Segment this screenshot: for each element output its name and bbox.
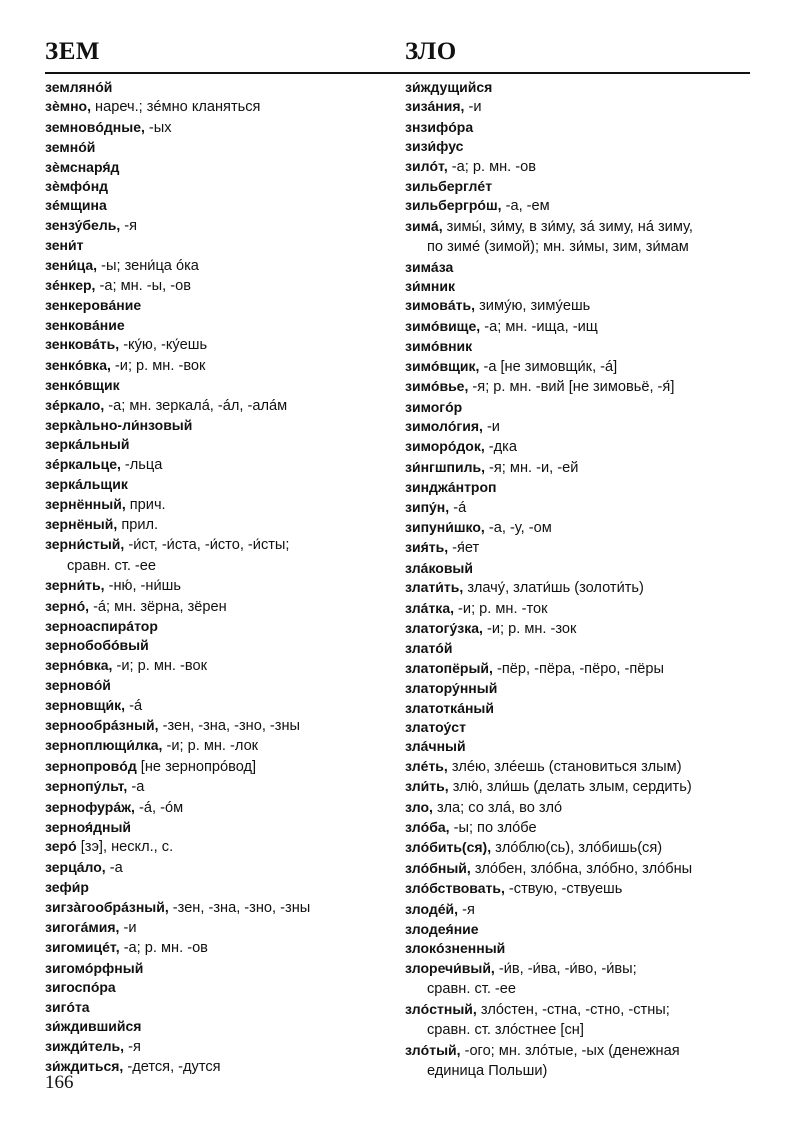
headword: злокóзненный <box>405 940 506 957</box>
headword: зеркáльный <box>45 436 130 453</box>
headword: зени́т <box>45 237 84 254</box>
dictionary-entry <box>405 357 750 377</box>
headword: зензу́бель, <box>45 216 121 233</box>
entry-grammar: злачу́, злати́шь (золоти́ть) <box>463 580 644 597</box>
headword: зенкóвщик <box>45 377 120 394</box>
dictionary-entry <box>45 158 390 177</box>
dictionary-entry <box>45 276 390 296</box>
entry-grammar: -и <box>464 99 482 116</box>
dictionary-entry <box>45 1017 390 1036</box>
headword: зенковáние <box>45 316 125 333</box>
headword: зизи́фус <box>405 138 464 155</box>
dictionary-entry <box>45 918 390 938</box>
entry-grammar: -á; мн. зёрна, зёрен <box>89 598 227 615</box>
dictionary-entry <box>405 920 750 939</box>
entry-grammar: -а <box>105 859 123 876</box>
dictionary-entry <box>45 335 390 355</box>
entry-grammar: -а, -ем <box>501 198 550 215</box>
entry-grammar: -á <box>125 697 143 714</box>
headword: зенковáть, <box>45 336 120 353</box>
headword: земновóдные, <box>45 118 145 135</box>
dictionary-entry <box>45 1037 390 1057</box>
entry-grammar: -и <box>482 418 500 435</box>
entry-grammar: зла; со злá, во злó <box>432 799 563 816</box>
dictionary-entry <box>405 437 750 457</box>
dictionary-entry <box>405 659 750 679</box>
headword: зéмщина <box>45 197 107 214</box>
headword: зефи́р <box>45 879 89 896</box>
dictionary-entry <box>405 417 750 437</box>
left-column <box>45 78 390 1077</box>
dictionary-entry <box>45 435 390 454</box>
entry-grammar: зимы́, зи́му, в зи́му, зá зиму, нá зиму, <box>442 218 693 235</box>
dictionary-entry <box>45 296 390 315</box>
headword: зильбергрóш, <box>405 197 502 214</box>
entry-grammar: -и; р. мн. -лок <box>162 738 259 755</box>
dictionary-entry <box>405 177 750 196</box>
headword: зернообрáзный, <box>45 717 159 733</box>
headword: зернённый, <box>45 495 126 512</box>
dictionary-entry <box>405 458 750 478</box>
dictionary-entry <box>45 736 390 756</box>
entry-grammar: -á <box>449 499 467 516</box>
dictionary-entry <box>45 597 390 617</box>
entry-grammar: [зэ], нескл., с. <box>76 839 174 856</box>
dictionary-entry <box>405 258 750 277</box>
headword: зи́ждущийся <box>405 79 493 95</box>
dictionary-entry <box>405 518 750 538</box>
headword: зернó, <box>45 597 90 614</box>
dictionary-entry <box>405 798 750 818</box>
entry-grammar: -á, -óм <box>134 799 184 816</box>
entry-grammar: -льца <box>120 456 163 473</box>
headword: златоткáный <box>405 699 494 716</box>
dictionary-entry <box>405 498 750 518</box>
headword: зимовáть, <box>405 297 476 314</box>
dictionary-entry <box>405 337 750 356</box>
headword: зимогóр <box>405 398 463 415</box>
headword: зернóвка, <box>45 656 113 673</box>
headword: землянóй <box>45 79 113 95</box>
dictionary-entry <box>405 1041 750 1061</box>
headword: зинджáнтроп <box>405 479 497 496</box>
dictionary-entry <box>405 578 750 598</box>
headword: зипу́н, <box>405 498 450 515</box>
headword: зиморóдок, <box>405 438 485 455</box>
dictionary-entry <box>45 535 390 555</box>
dictionary-entry-continuation <box>405 1061 750 1081</box>
dictionary-entry <box>45 716 390 736</box>
entry-grammar: -и́в, -и́ва, -и́во, -и́вы; <box>494 960 637 977</box>
headword: златогу́зка, <box>405 619 483 636</box>
headword: злóбный, <box>405 859 471 876</box>
headword: зéркальце, <box>45 455 121 472</box>
headword: зернёный, <box>45 515 118 532</box>
dictionary-entry <box>405 599 750 619</box>
dictionary-entry-continuation <box>405 237 750 257</box>
headword: зильберглéт <box>405 178 493 195</box>
entry-grammar: -дка <box>484 439 517 456</box>
entry-grammar: -я; мн. -и, -ей <box>484 459 579 476</box>
dictionary-entry <box>45 696 390 716</box>
dictionary-entry <box>45 475 390 494</box>
headword: зия́ть, <box>405 539 449 556</box>
headword: зизáния, <box>405 98 465 115</box>
dictionary-entry <box>45 858 390 878</box>
headword: злати́ть, <box>405 579 464 596</box>
entry-grammar: злéю, злéешь (становиться злым) <box>447 758 682 775</box>
headword: зи́ждившийся <box>45 1018 142 1035</box>
headword: злáковый <box>405 559 473 576</box>
entry-grammar: -ы; зени́ца óка <box>97 257 199 274</box>
headword: зи́ждиться, <box>45 1057 124 1074</box>
dictionary-entry <box>45 416 390 435</box>
dictionary-entry <box>45 676 390 695</box>
entry-grammar: -а, -у, -ом <box>484 519 552 536</box>
dictionary-entry <box>45 455 390 475</box>
entry-grammar: -зен, -зна, -зно, -зны <box>168 899 311 916</box>
entry-grammar: единица Польши) <box>427 1062 548 1079</box>
entry-grammar: -я <box>458 901 475 918</box>
entry-grammar: -я; р. мн. -вий [не зимовьё, -я́] <box>468 379 675 396</box>
headword: зерноаспирáтор <box>45 617 158 634</box>
dictionary-entry <box>405 1000 750 1020</box>
headword: зернофурáж, <box>45 798 135 815</box>
dictionary-entry <box>405 97 750 117</box>
headword: зимá, <box>405 217 443 234</box>
headword: зигзàгообрáзный, <box>45 898 169 915</box>
headword: зенкеровáние <box>45 297 142 314</box>
entry-grammar: -и; р. мн. -вок <box>112 657 207 674</box>
headword: злóбствовать, <box>405 880 505 897</box>
headword: зèмфóнд <box>45 178 109 195</box>
headword: зерни́стый, <box>45 536 125 553</box>
headword: зерноя́дный <box>45 819 132 836</box>
headword: зерцáло, <box>45 858 106 875</box>
dictionary-entry <box>45 757 390 777</box>
dictionary-entry <box>405 959 750 979</box>
entry-grammar: по зимé (зимой); мн. зи́мы, зим, зи́мам <box>427 239 689 256</box>
headword: зимáза <box>405 258 454 275</box>
headword: златору́нный <box>405 680 498 697</box>
headword: зигомицéт, <box>45 939 120 956</box>
dictionary-entry <box>405 939 750 958</box>
dictionary-entry <box>45 515 390 535</box>
entry-grammar: злóстен, -стна, -стно, -стны; <box>476 1001 670 1018</box>
dictionary-entry <box>45 998 390 1017</box>
dictionary-entry <box>405 777 750 797</box>
entry-grammar: нареч.; зéмно кланяться <box>91 99 261 116</box>
headword: зимóвище, <box>405 317 481 334</box>
headword: зилóт, <box>405 157 448 174</box>
dictionary-entry <box>45 818 390 837</box>
entry-grammar: -а <box>127 779 145 796</box>
entry-grammar: -и <box>119 920 137 937</box>
entry-grammar: -а; мн. зеркалá, -áл, -алáм <box>104 397 288 414</box>
headword: злáтка, <box>405 599 454 616</box>
headword: зерó <box>45 838 77 855</box>
headword: златопёрый, <box>405 659 493 676</box>
dictionary-entry <box>45 256 390 276</box>
headword: злодéй, <box>405 900 459 917</box>
dictionary-entry <box>405 879 750 899</box>
entry-grammar: -ого; мн. злóтые, -ых (денежная <box>460 1042 680 1059</box>
entry-grammar: [не зернопрóвод] <box>136 758 257 775</box>
dictionary-entry <box>405 157 750 177</box>
headword: злодея́ние <box>405 921 479 938</box>
right-column <box>405 78 750 1081</box>
headword: злóтый, <box>405 1041 461 1058</box>
dictionary-entry-continuation <box>405 1020 750 1040</box>
entry-grammar: -а; р. мн. -ов <box>447 158 537 175</box>
dictionary-entry <box>405 377 750 397</box>
entry-grammar: -ых <box>144 119 172 136</box>
running-header <box>45 36 750 74</box>
headword: златоу́ст <box>405 719 466 735</box>
dictionary-entry <box>45 777 390 797</box>
headword: зéркало, <box>45 396 105 413</box>
entry-grammar: злóблю(сь), злóбишь(ся) <box>491 840 663 857</box>
headword: зернопу́льт, <box>45 778 128 795</box>
entry-grammar: сравн. ст. -ее <box>427 981 517 998</box>
entry-grammar: зиму́ю, зиму́ешь <box>475 298 591 315</box>
dictionary-entry <box>405 217 750 237</box>
dictionary-entry <box>405 639 750 658</box>
headword: зимóвщик, <box>405 357 480 374</box>
entry-grammar: -я <box>124 1038 141 1055</box>
dictionary-entry <box>405 699 750 718</box>
headword: зло, <box>405 798 433 815</box>
dictionary-entry <box>405 838 750 858</box>
dictionary-entry <box>45 656 390 676</box>
entry-grammar: -ствую, -ствуешь <box>504 881 623 898</box>
headword: зижди́тель, <box>45 1037 125 1054</box>
headword: зерновóй <box>45 677 111 694</box>
dictionary-entry <box>405 317 750 337</box>
entry-grammar: -и́ст, -и́ста, -и́сто, -и́сты; <box>124 537 290 554</box>
dictionary-entry <box>45 396 390 416</box>
headword: златóй <box>405 640 453 657</box>
dictionary-entry <box>45 236 390 255</box>
dictionary-entry <box>405 818 750 838</box>
entry-grammar: -а; р. мн. -ов <box>119 940 208 957</box>
dictionary-entry <box>45 1057 390 1077</box>
entry-grammar: -ку́ю, -ку́ешь <box>119 337 208 354</box>
dictionary-entry <box>405 478 750 497</box>
dictionary-entry <box>45 959 390 978</box>
dictionary-entry <box>405 900 750 920</box>
entry-grammar: -я́ет <box>448 540 480 557</box>
entry-grammar: -ню́, -ни́шь <box>104 578 181 595</box>
headword: зени́ца, <box>45 256 98 273</box>
entry-grammar: -а; мн. -ища, -ищ <box>480 318 598 335</box>
headword: зимолóгия, <box>405 417 483 434</box>
dictionary-entry <box>405 718 750 737</box>
headword: зи́нгшпиль, <box>405 458 485 475</box>
entry-grammar: -и; р. мн. -вок <box>110 357 206 374</box>
headword: зигогáмия, <box>45 919 120 936</box>
dictionary-entry <box>405 398 750 417</box>
headword: зèмно, <box>45 98 91 115</box>
entry-grammar: -а; мн. -ы, -ов <box>95 278 191 295</box>
entry-grammar: -и; р. мн. -ток <box>454 600 548 617</box>
dictionary-entry <box>45 138 390 157</box>
headword: зипуни́шко, <box>405 518 485 535</box>
header-first-word: ЗЕМ <box>45 38 100 65</box>
dictionary-entry <box>45 617 390 636</box>
dictionary-entry <box>45 798 390 818</box>
headword: зерноплющи́лка, <box>45 737 163 754</box>
entry-grammar: -а [не зимовщи́к, -á] <box>479 358 618 375</box>
headword: зеркáльщик <box>45 476 128 493</box>
dictionary-entry <box>45 978 390 997</box>
dictionary-entry <box>405 137 750 156</box>
headword: зи́мник <box>405 278 455 295</box>
dictionary-entry <box>405 859 750 879</box>
dictionary-entry <box>45 196 390 215</box>
header-last-word: ЗЛО <box>405 38 457 65</box>
entry-grammar: злю́, зли́шь (делать злым, сердить) <box>448 779 692 796</box>
page-number: 166 <box>45 1072 74 1093</box>
entry-grammar: -зен, -зна, -зно, -зны <box>158 718 301 734</box>
headword: зернопровóд <box>45 757 137 774</box>
entry-grammar: злóбен, злóбна, злóбно, злóбны <box>470 860 693 877</box>
entry-grammar: -пёр, -пёра, -пёро, -пёры <box>492 660 665 677</box>
headword: злóстный, <box>405 1000 477 1017</box>
headword: злóба, <box>405 819 450 836</box>
headword: злóбить(ся), <box>405 839 492 856</box>
dictionary-entry <box>405 538 750 558</box>
headword: зèмснаря́д <box>45 158 120 175</box>
entry-grammar: сравн. ст. злóстнее [сн] <box>427 1022 584 1039</box>
entry-grammar: прич. <box>125 496 166 513</box>
dictionary-entry <box>405 118 750 137</box>
headword: зéнкер, <box>45 277 96 294</box>
entry-grammar: прил. <box>117 516 159 533</box>
headword: злéть, <box>405 757 448 774</box>
entry-grammar: -ы; по злóбе <box>449 820 537 837</box>
dictionary-entry <box>45 938 390 958</box>
headword: земнóй <box>45 139 96 156</box>
dictionary-entry <box>45 97 390 117</box>
dictionary-entry <box>405 679 750 698</box>
headword: зернобобóвый <box>45 637 149 654</box>
headword: зеркàльно-ли́нзовый <box>45 416 193 433</box>
dictionary-entry <box>45 898 390 918</box>
dictionary-entry <box>45 837 390 857</box>
headword: зенкóвка, <box>45 356 111 373</box>
dictionary-entry <box>45 576 390 596</box>
dictionary-entry <box>45 78 390 97</box>
headword: зигóта <box>45 998 90 1015</box>
headword: зимóвник <box>405 338 473 355</box>
entry-grammar: сравн. ст. -ее <box>67 557 157 574</box>
headword: зигоспóра <box>45 979 116 996</box>
dictionary-entry <box>405 737 750 756</box>
headword: злáчный <box>405 738 466 755</box>
dictionary-entry <box>405 78 750 97</box>
entry-grammar: -и; р. мн. -зок <box>482 620 577 637</box>
dictionary-entry-continuation <box>405 979 750 999</box>
dictionary-entry <box>405 619 750 639</box>
dictionary-entry <box>45 118 390 138</box>
headword: злоречи́вый, <box>405 959 495 976</box>
dictionary-entry <box>45 316 390 335</box>
entry-grammar: -я <box>120 217 138 234</box>
dictionary-entry <box>45 177 390 196</box>
headword: зимóвье, <box>405 378 469 395</box>
headword: зигомóрфный <box>45 959 144 976</box>
dictionary-entry-continuation <box>45 556 390 576</box>
dictionary-entry <box>405 196 750 216</box>
dictionary-entry <box>45 356 390 376</box>
dictionary-entry <box>405 559 750 578</box>
dictionary-entry <box>405 296 750 316</box>
headword: зли́ть, <box>405 778 449 795</box>
headword: зерни́ть, <box>45 577 105 594</box>
dictionary-entry <box>45 636 390 655</box>
dictionary-entry <box>45 216 390 236</box>
dictionary-entry <box>45 376 390 395</box>
headword: знзифóра <box>405 118 474 135</box>
dictionary-entry <box>405 277 750 296</box>
dictionary-entry <box>45 495 390 515</box>
headword: зерновщи́к, <box>45 696 126 713</box>
entry-grammar: -дется, -дутся <box>123 1058 221 1075</box>
dictionary-entry <box>405 757 750 777</box>
dictionary-entry <box>45 878 390 897</box>
